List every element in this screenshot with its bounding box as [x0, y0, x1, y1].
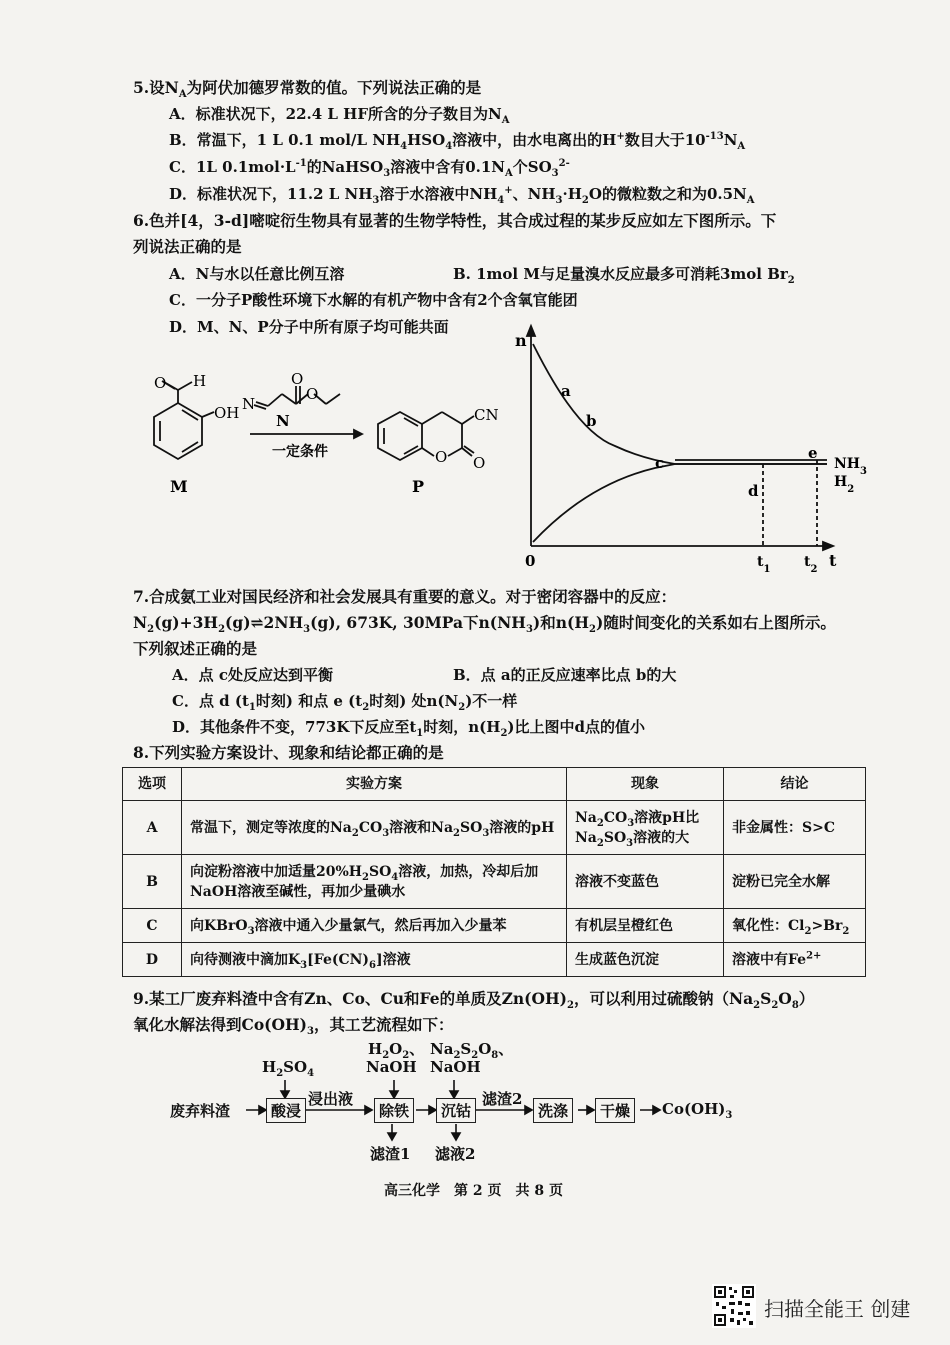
q7-option-b: B．点 a的正反应速率比点 b的大	[453, 666, 677, 684]
n-atom-n: N	[242, 395, 256, 413]
row-d-plan: 向待测液中滴加$K_3[Fe(CN)_6]$溶液	[182, 943, 567, 977]
p-atom-o-carbonyl: O	[473, 454, 486, 472]
flow-reagent-h2o2: $H_2O_2$、	[368, 1040, 425, 1061]
n-atom-o-ester: O	[306, 385, 319, 403]
m-atom-o: O	[154, 374, 167, 392]
q6-option-c: C．一分子P酸性环境下水解的有机产物中含有2个含氧官能团	[169, 291, 578, 309]
point-d: d	[748, 482, 759, 500]
row-b-conclusion: 淀粉已完全水解	[724, 855, 866, 909]
point-c: c	[655, 454, 665, 472]
flow-residue-2: 滤渣2	[482, 1090, 523, 1108]
row-a-phenomenon: $Na_2CO_3$溶液pH比$Na_2SO_3$溶液的大	[567, 801, 724, 855]
q6-stem-line2: 列说法正确的是	[133, 237, 242, 256]
flow-leachate: 浸出液	[308, 1090, 354, 1108]
q7-stem-line2: $N_2(g)+3H_2(g)\rightleftharpoons 2NH_3(g)$, 673K, 30MPa下$n(NH_3)$和$n(H_2)$随时间变化的关系如右上图所示。	[133, 613, 836, 636]
nh3-curve	[533, 464, 827, 542]
row-b-phenomenon: 溶液不变蓝色	[567, 855, 724, 909]
row-b-option: B	[123, 855, 182, 909]
point-b: b	[586, 412, 597, 430]
q6-stem-line1: 6.色并[4，3-d]嘧啶衍生物具有显著的生物学特性，其合成过程的某步反应如左下图所示。下	[133, 211, 777, 230]
scanner-brand: 扫描全能王 创建	[764, 1297, 911, 1321]
n-atom-o-carbonyl: O	[291, 370, 304, 388]
flow-product: $Co(OH)_3$	[662, 1100, 733, 1121]
table-row	[123, 909, 866, 943]
m-benzene-ring	[154, 403, 202, 459]
h2-curve	[533, 344, 827, 464]
reaction-scheme	[130, 360, 510, 500]
graph-y-label: n	[515, 331, 527, 350]
graph-origin: 0	[525, 552, 536, 570]
flow-reagent-h2so4: $H_2SO_4$	[262, 1058, 315, 1079]
flow-step-wash: 洗涤	[533, 1098, 573, 1123]
point-e: e	[808, 444, 818, 462]
point-a: a	[561, 382, 571, 400]
qr-code-icon	[712, 1284, 756, 1328]
table-row	[123, 855, 866, 909]
row-a-plan: 常温下，测定等浓度的$Na_2CO_3$溶液和$Na_2SO_3$溶液的pH	[182, 801, 567, 855]
header-phenomenon: 现象	[567, 768, 724, 801]
row-d-option: D	[123, 943, 182, 977]
series-h2-label: $H_2$	[834, 474, 855, 495]
row-b-plan: 向淀粉溶液中加适量$20\%H_2SO_4$溶液，加热，冷却后加NaOH溶液至碱性，再加少量碘水	[182, 855, 567, 909]
q6-option-b: B. 1mol M与足量溴水反应最多可消耗3mol $Br_2$	[453, 265, 795, 286]
q7-stem-line3: 下列叙述正确的是	[133, 639, 258, 658]
table-header-row	[123, 768, 866, 801]
graph-x-label: t	[829, 551, 837, 570]
flow-step-acid-leach: 酸浸	[266, 1098, 306, 1123]
row-a-option: A	[123, 801, 182, 855]
row-c-conclusion: 氧化性：$Cl_2>Br_2$	[724, 909, 866, 943]
series-nh3-label: $NH_3$	[834, 456, 867, 477]
q8-stem: 8.下列实验方案设计、现象和结论都正确的是	[133, 743, 444, 762]
flow-residue-1: 滤渣1	[370, 1145, 411, 1163]
label-m: M	[170, 477, 188, 496]
flow-step-remove-iron: 除铁	[374, 1098, 414, 1123]
table-row	[123, 801, 866, 855]
q5-option-a: A．标准状况下，22.4 L HF所含的分子数目为$N_A$	[169, 105, 510, 126]
q5-option-d: D．标准状况下，11.2 L $NH_3$溶于水溶液中$NH_4^+$、$NH_3\cdot H_2O$的微粒数之和为$0.5N_A$	[169, 185, 755, 206]
row-c-plan: 向KBrO$_3$溶液中通入少量氯气，然后再加入少量苯	[182, 909, 567, 943]
q7-option-c: C．点 d ($t_1$时刻) 和点 e ($t_2$时刻) 处$n(N_2)$不一样	[172, 692, 518, 713]
flow-step-dry: 干燥	[595, 1098, 635, 1123]
page-footer: 高三化学 第 2 页 共 8 页	[384, 1183, 563, 1199]
flow-reagent-naoh-1: NaOH	[366, 1058, 417, 1076]
reaction-condition: 一定条件	[272, 444, 328, 460]
flow-step-precipitate-cobalt: 沉钴	[436, 1098, 476, 1123]
table-row	[123, 943, 866, 977]
flow-reagent-na2s2o8: $Na_2S_2O_8$、	[430, 1040, 514, 1061]
row-c-phenomenon: 有机层呈橙红色	[567, 909, 724, 943]
q5-option-b: B．常温下，1 L 0.1 mol/L $NH_4HSO_4$溶液中，由水电离出的H+数目大于$10^{-13}N_A$	[169, 131, 746, 152]
header-plan: 实验方案	[182, 768, 567, 801]
q6-option-a: A．N与水以任意比例互溶	[169, 265, 345, 283]
flow-input: 废弃料渣	[170, 1102, 231, 1120]
row-c-option: C	[123, 909, 182, 943]
q9-stem-line2: 氧化水解法得到$Co(OH)_3$，其工艺流程如下：	[133, 1015, 454, 1038]
p-atom-cn: CN	[474, 406, 499, 424]
m-atom-h: H	[193, 372, 207, 390]
q7-option-a: A．点 c处反应达到平衡	[172, 666, 333, 684]
flow-reagent-naoh-2: NaOH	[430, 1058, 481, 1076]
row-a-conclusion: 非金属性：S>C	[724, 801, 866, 855]
p-atom-o-ring: O	[435, 448, 448, 466]
q5-option-c: C．1L $0.1mol\cdot L^{-1}$的NaHSO$_3$溶液中含有$0.1N_A$个$SO_3^{2-}$	[169, 158, 570, 179]
t1-label: $t_1$	[757, 554, 771, 575]
m-atom-oh: OH	[214, 404, 240, 422]
header-conclusion: 结论	[724, 768, 866, 801]
q9-stem-line1: 9.某工厂废弃料渣中含有Zn、Co、Cu和Fe的单质及$Zn(OH)_2$，可以利用过硫酸钠$(Na_2S_2O_8)$	[133, 989, 815, 1012]
row-d-conclusion: 溶液中有$Fe^{2+}$	[724, 943, 866, 977]
q7-option-d: D．其他条件不变，773K下反应至$t_1$时刻，$n(H_2)$比上图中d点的值小	[172, 718, 646, 739]
q6-option-d: D．M、N、P分子中所有原子均可能共面	[169, 318, 449, 336]
n-t-graph	[505, 318, 885, 580]
q5-stem: 5.设$N_A$为阿伏加德罗常数的值。下列说法正确的是	[133, 78, 482, 101]
experiment-table	[122, 767, 866, 977]
flow-filtrate-2: 滤液2	[435, 1145, 476, 1163]
header-option: 选项	[123, 768, 182, 801]
t2-label: $t_2$	[804, 554, 818, 575]
row-d-phenomenon: 生成蓝色沉淀	[567, 943, 724, 977]
label-n: N	[276, 412, 290, 430]
q7-stem-line1: 7.合成氨工业对国民经济和社会发展具有重要的意义。对于密闭容器中的反应：	[133, 587, 677, 606]
label-p: P	[412, 477, 425, 496]
